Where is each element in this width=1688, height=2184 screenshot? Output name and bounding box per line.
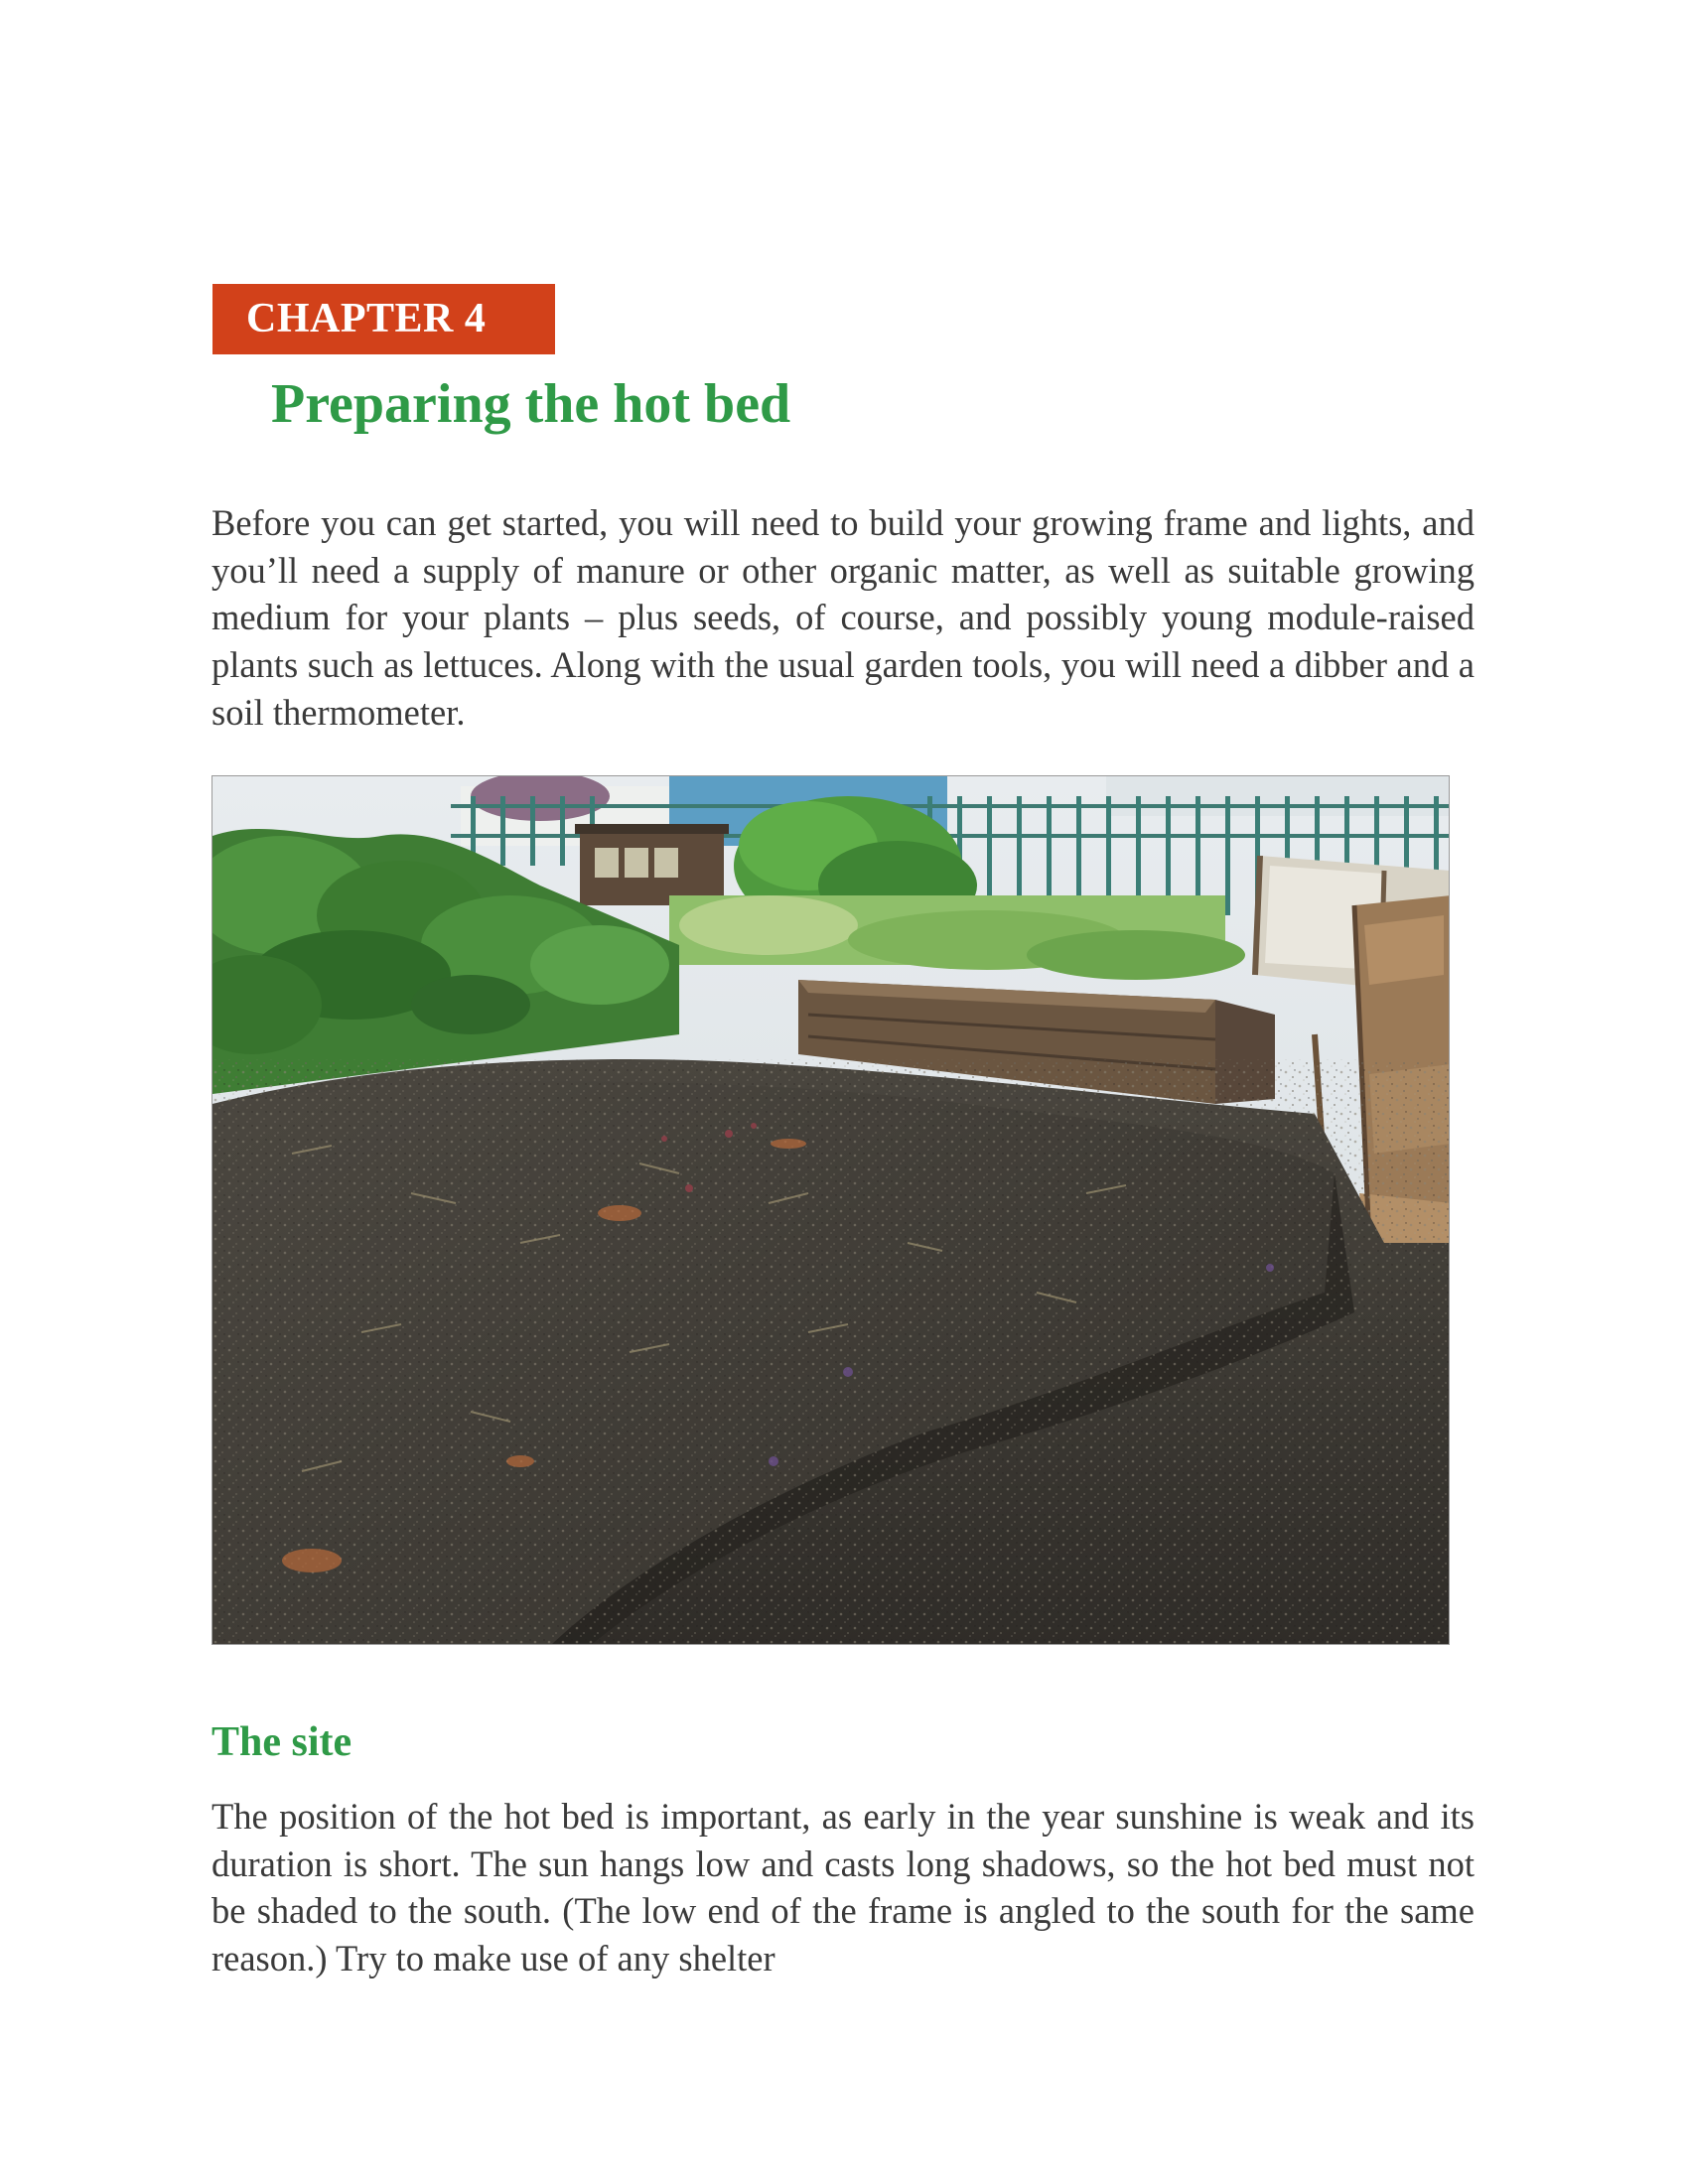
section-heading: The site <box>211 1719 352 1765</box>
site-paragraph: The position of the hot bed is important, as early in the year sunshine is weak and its duration is short. The sun hangs low and casts long shadows, so the hot bed must not be shaded to the south. (The low end of the frame is angled to the south for the same reason.) Try to make use of any shelter <box>211 1796 1475 1979</box>
page-title: Preparing the hot bed <box>271 373 791 435</box>
hot-bed-photo <box>211 775 1450 1645</box>
chapter-label: CHAPTER 4 <box>212 284 555 354</box>
intro-paragraph: Before you can get started, you will need to build your growing frame and lights, and you’ll need a supply of manure or other organic matter, as well as suitable growing medium for your plants – plus seeds, of course, and possibly young module-raised plants such as lettuces. Along with the usual garden tools, you will need a dibber and a soil thermometer. <box>211 502 1475 733</box>
